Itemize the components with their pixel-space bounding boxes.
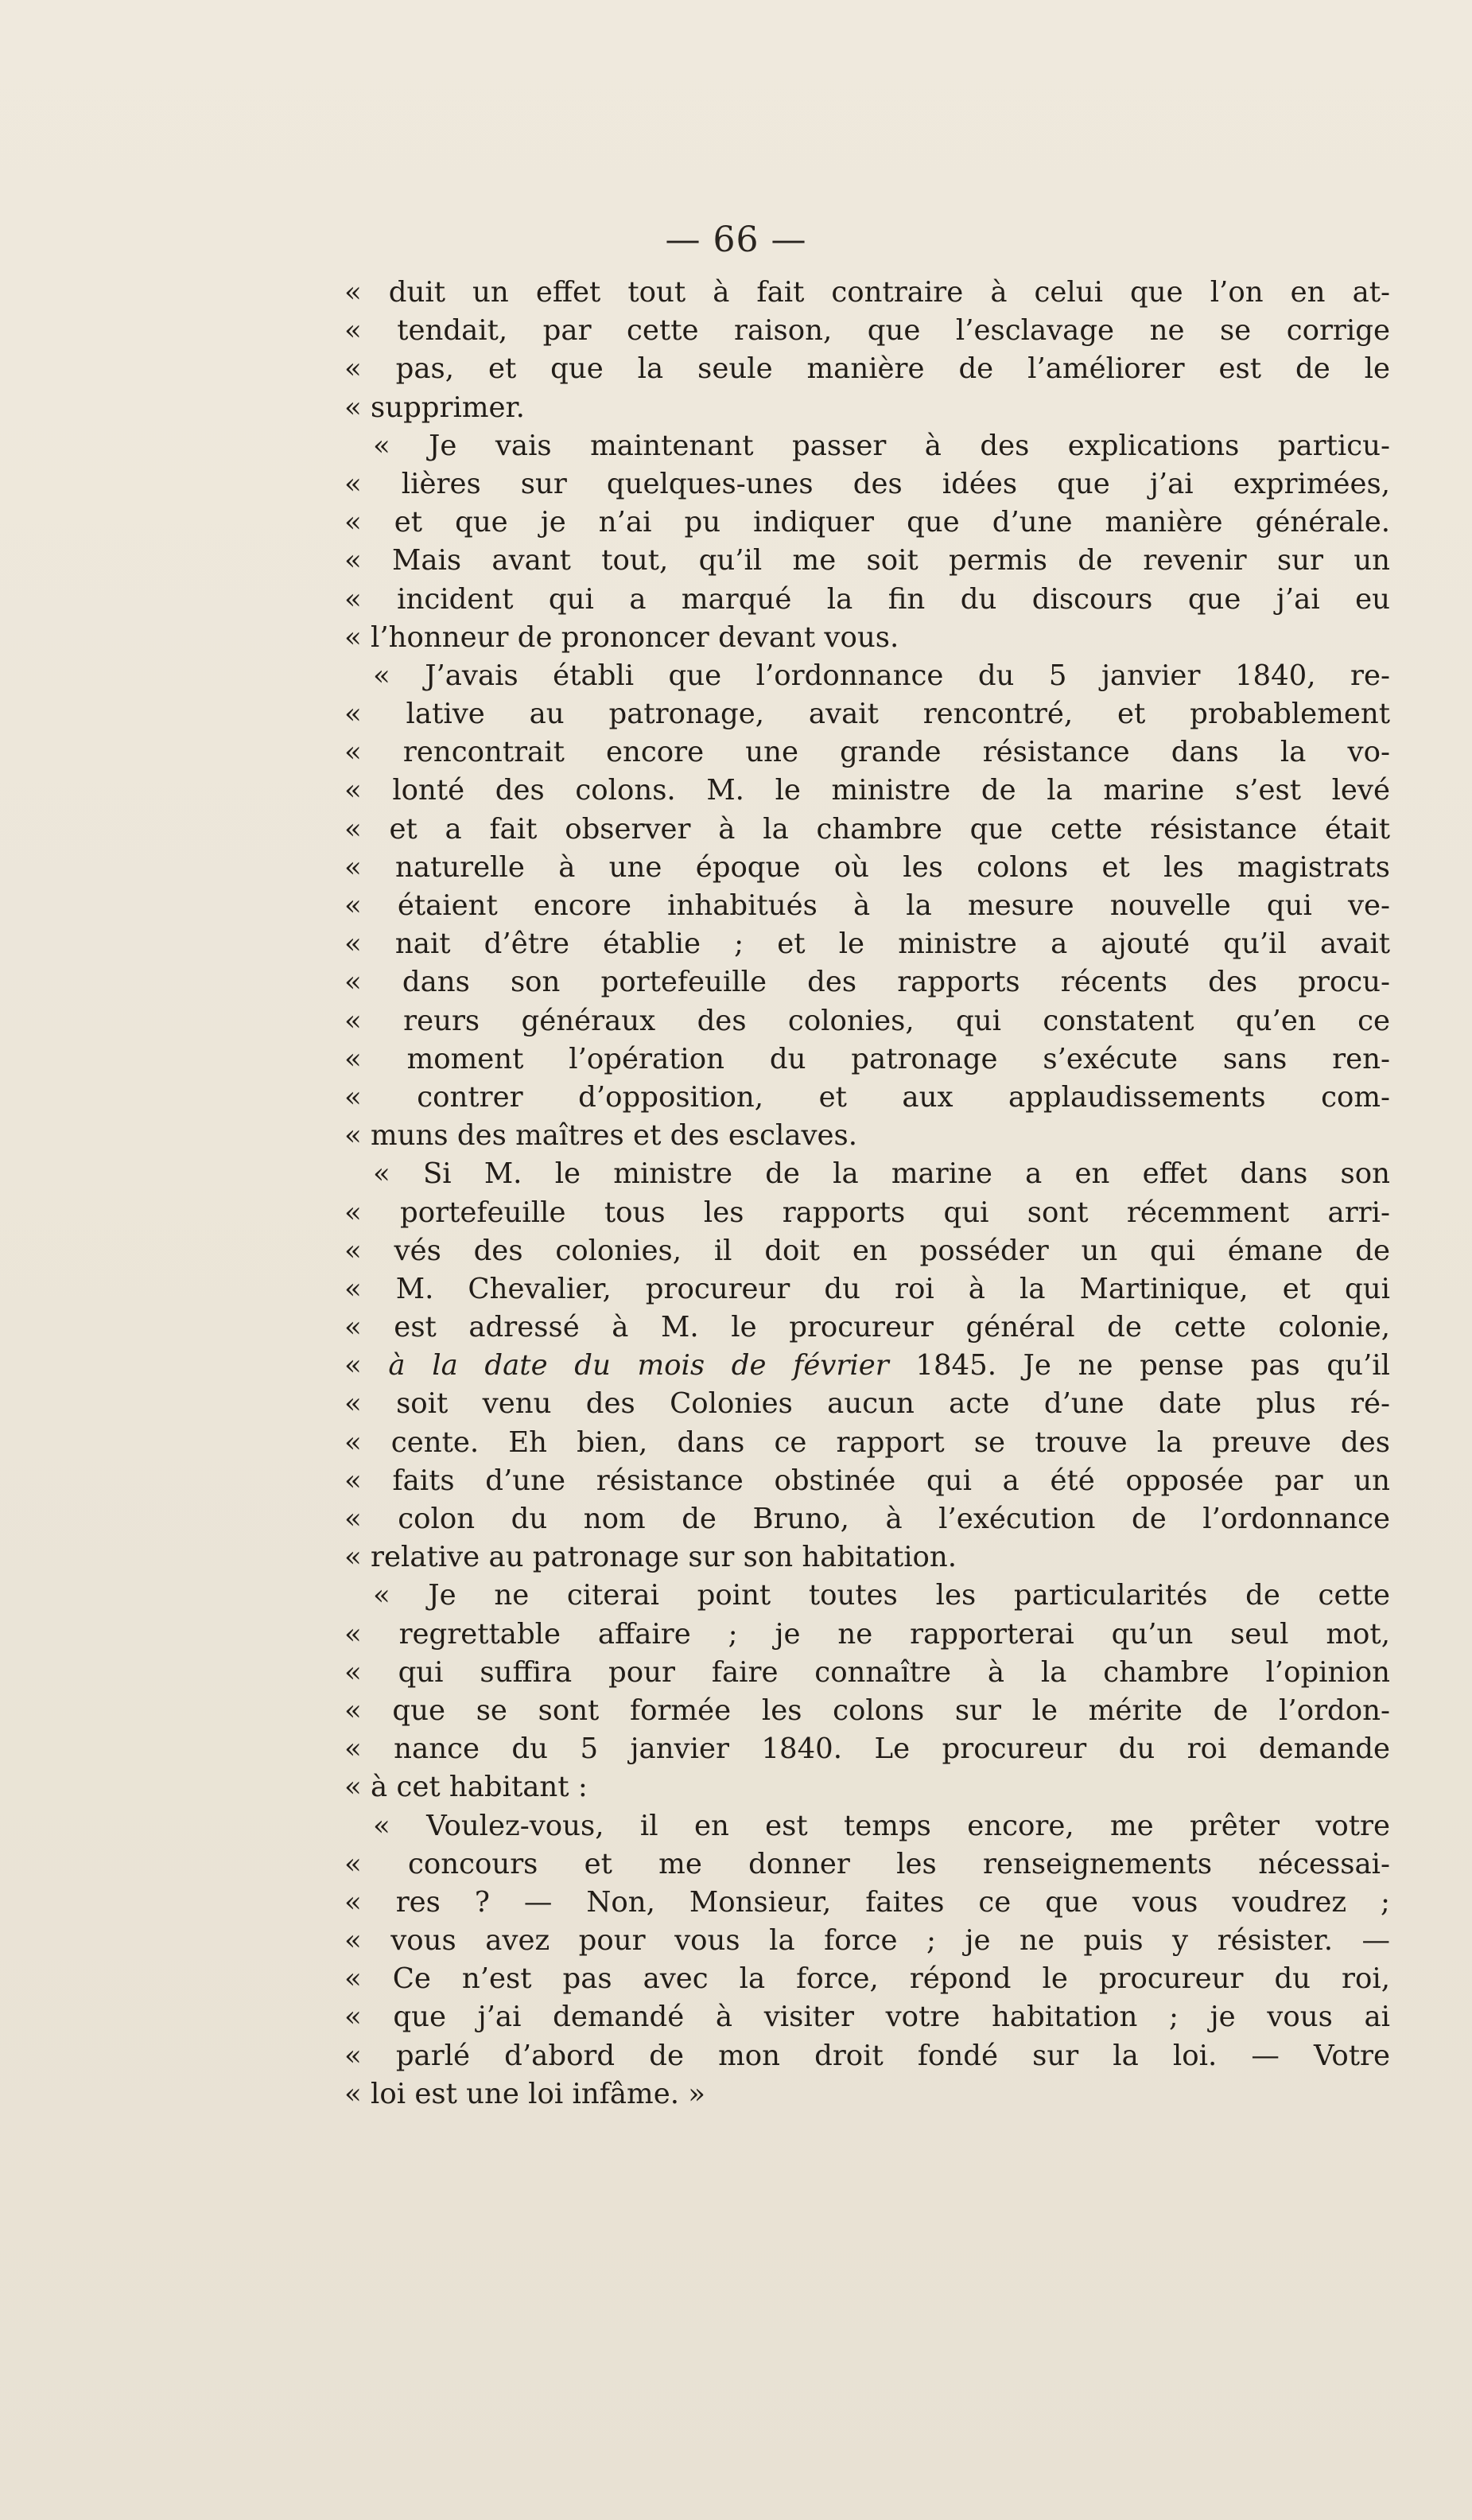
line-text: « Ce n’est pas avec la force, répond le procureur du roi, (344, 1962, 1390, 1996)
text-line (344, 581, 1390, 619)
line-text: « Je vais maintenant passer à des explications particu- (373, 429, 1390, 462)
text-line (344, 925, 1390, 963)
text-line (344, 1577, 1390, 1615)
text-line (344, 1768, 1390, 1806)
line-text: « muns des maîtres et des esclaves. (344, 1119, 858, 1153)
text-line (344, 1654, 1390, 1692)
page-number: — 66 — (665, 220, 807, 260)
line-text: « Je ne citerai point toutes les particularités de cette (373, 1579, 1390, 1612)
text-line (344, 504, 1390, 542)
text-line (344, 887, 1390, 925)
line-text: « concours et me donner les renseignements nécessai- (344, 1847, 1390, 1880)
line-text: « nance du 5 janvier 1840. Le procureur du roi demande (344, 1732, 1390, 1766)
text-line (344, 1922, 1390, 1960)
line-text: « l’honneur de prononcer devant vous. (344, 620, 899, 654)
text-line (344, 1232, 1390, 1270)
text-line (344, 1270, 1390, 1309)
line-text: « vous avez pour vous la force ; je ne puis y résister. — (344, 1924, 1390, 1958)
text-line (344, 389, 1390, 427)
text-line (344, 1960, 1390, 1998)
line-text: « Mais avant tout, qu’il me soit permis de revenir sur un (344, 544, 1390, 578)
text-line (344, 657, 1390, 695)
text-line (344, 1194, 1390, 1232)
line-text-after: 1845. Je ne pense pas qu’il (888, 1349, 1390, 1382)
text-line (344, 1347, 1390, 1385)
line-text: « Voulez-vous, il en est temps encore, me prêter votre (373, 1809, 1390, 1842)
line-text: « soit venu des Colonies aucun acte d’une date plus ré- (344, 1387, 1390, 1421)
text-line (344, 1002, 1390, 1040)
text-line (344, 1040, 1390, 1079)
line-text: « et que je n’ai pu indiquer que d’une manière générale. (344, 506, 1390, 539)
line-text: « moment l’opération du patronage s’exécute sans ren- (344, 1042, 1390, 1075)
line-text: « res ? — Non, Monsieur, faites ce que vous voudrez ; (344, 1885, 1390, 1919)
line-text: « pas, et que la seule manière de l’améliorer est de le (344, 352, 1390, 386)
text-line (344, 1884, 1390, 1922)
text-line (344, 1998, 1390, 2036)
text-line (344, 1462, 1390, 1500)
text-line (344, 619, 1390, 657)
text-line (344, 695, 1390, 733)
text-line (344, 1730, 1390, 1768)
line-text: « incident qui a marqué la fin du discours que j’ai eu (344, 582, 1390, 616)
line-text: « qui suffira pour faire connaître à la chambre l’opinion (344, 1655, 1390, 1689)
text-line (344, 465, 1390, 504)
text-line (344, 312, 1390, 350)
line-italic-text: à la date du mois de février (388, 1349, 889, 1382)
line-text: « dans son portefeuille des rapports récents des procu- (344, 966, 1390, 999)
text-line (344, 2037, 1390, 2075)
text-line (344, 849, 1390, 887)
line-text: « faits d’une résistance obstinée qui a été opposée par un (344, 1464, 1390, 1497)
line-text: « lative au patronage, avait rencontré, et probablement (344, 698, 1390, 731)
line-text: « contrer d’opposition, et aux applaudissements com- (344, 1080, 1390, 1114)
line-text: « est adressé à M. le procureur général de cette colonie, (344, 1311, 1390, 1344)
text-line (344, 350, 1390, 388)
text-line (344, 1845, 1390, 1884)
text-line (344, 772, 1390, 810)
line-text: « parlé d’abord de mon droit fondé sur la loi. — Votre (344, 2039, 1390, 2072)
line-text: « colon du nom de Bruno, à l’exécution de l’ordonnance (344, 1503, 1390, 1535)
text-line (344, 733, 1390, 772)
line-text: « J’avais établi que l’ordonnance du 5 janvier 1840, re- (373, 659, 1390, 692)
text-line (344, 963, 1390, 1001)
text-line (344, 1117, 1390, 1155)
line-text: « reurs généraux des colonies, qui constatent qu’en ce (344, 1004, 1390, 1037)
line-text: « Si M. le ministre de la marine a en effet dans son (373, 1157, 1390, 1191)
line-text: « M. Chevalier, procureur du roi à la Martinique, et qui (344, 1272, 1390, 1305)
text-line (344, 274, 1390, 312)
line-text: « vés des colonies, il doit en posséder un qui émane de (344, 1234, 1390, 1267)
line-text: « lières sur quelques-unes des idées que j’ai exprimées, (344, 467, 1390, 500)
text-line (344, 1155, 1390, 1193)
line-text: « cente. Eh bien, dans ce rapport se trouve la preuve des (344, 1425, 1390, 1459)
line-text: « loi est une loi infâme. » (344, 2077, 706, 2110)
line-text: « duit un effet tout à fait contraire à celui que l’on en at- (344, 276, 1390, 309)
text-line (344, 1692, 1390, 1730)
text-line (344, 1500, 1390, 1538)
line-text: « que j’ai demandé à visiter votre habitation ; je vous ai (344, 2001, 1390, 2034)
line-text: « tendait, par cette raison, que l’esclavage ne se corrige (344, 314, 1390, 348)
text-line (344, 542, 1390, 580)
line-text: « regrettable affaire ; je ne rapporterai qu’un seul mot, (344, 1617, 1390, 1651)
line-text: « étaient encore inhabitués à la mesure nouvelle qui ve- (344, 889, 1390, 922)
line-text: « naturelle à une époque où les colons et les magistrats (344, 850, 1390, 884)
text-line (344, 1807, 1390, 1845)
line-text: « lonté des colons. M. le ministre de la marine s’est levé (344, 774, 1390, 807)
line-text: « rencontrait encore une grande résistance dans la vo- (344, 736, 1390, 769)
text-line (344, 1538, 1390, 1577)
text-line (344, 2075, 1390, 2114)
text-line (344, 1079, 1390, 1117)
text-line (344, 1424, 1390, 1462)
text-line (344, 1309, 1390, 1347)
line-text: « que se sont formée les colons sur le mérite de l’ordon- (344, 1694, 1390, 1727)
line-text: « à cet habitant : (344, 1771, 588, 1804)
text-line (344, 1616, 1390, 1654)
line-text: « portefeuille tous les rapports qui sont récemment arri- (344, 1196, 1390, 1229)
line-text: « supprimer. (344, 391, 525, 424)
line-text: « nait d’être établie ; et le ministre a ajouté qu’il avait (344, 928, 1390, 961)
text-line (344, 1385, 1390, 1423)
text-line (344, 427, 1390, 465)
line-text: « et a fait observer à la chambre que cette résistance était (344, 812, 1390, 846)
text-line (344, 811, 1390, 849)
line-text: « relative au patronage sur son habitation. (344, 1541, 957, 1574)
body-text (344, 274, 1390, 2114)
line-text: « (344, 1349, 389, 1382)
